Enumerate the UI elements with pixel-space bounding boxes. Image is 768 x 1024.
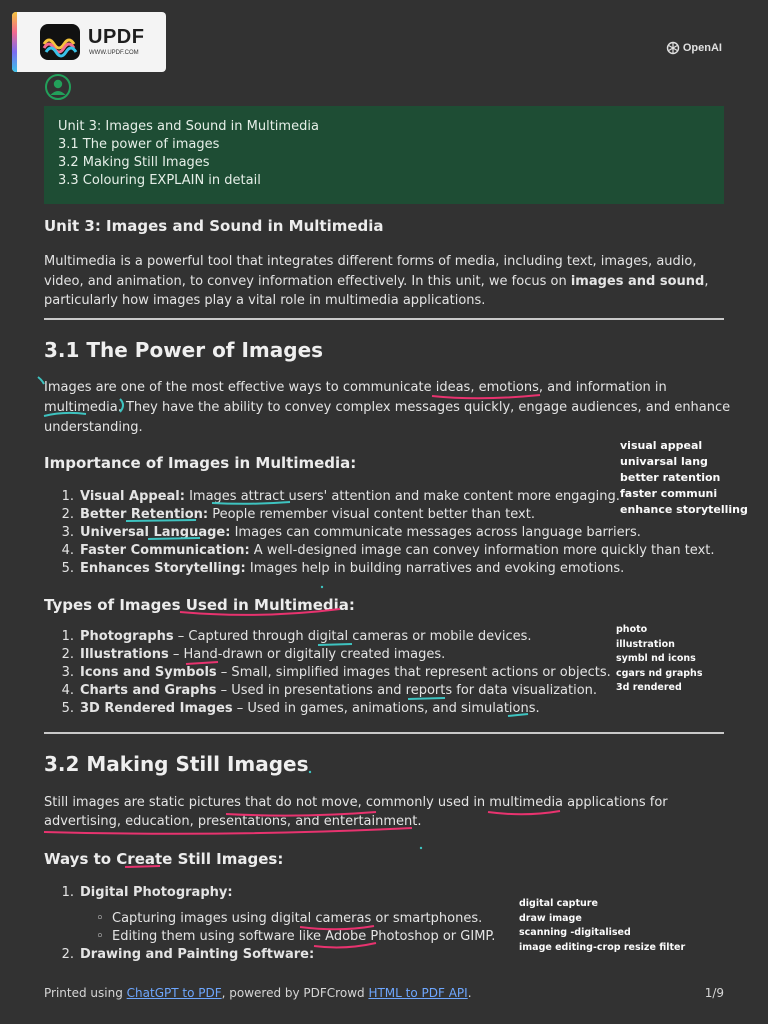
page-number: 1/9 (704, 986, 724, 1000)
prompt-line: 3.2 Making Still Images (58, 155, 210, 170)
ink-dot (420, 847, 422, 849)
list-item: 4. Charts and Graphs – Used in presentations and reports for data visualization. (61, 683, 598, 698)
list-item: 2. Drawing and Painting Software: (61, 947, 315, 962)
html-to-pdf-api-link[interactable]: HTML to PDF API (368, 986, 468, 1000)
ink-underline (408, 698, 445, 699)
user-avatar-icon (44, 73, 72, 101)
margin-notes-importance: visual appeal univarsal lang better ratention faster communi enhance storytelling (620, 439, 748, 516)
paragraph-line: understanding. (44, 420, 143, 435)
prompt-line: Unit 3: Images and Sound in Multimedia (58, 119, 319, 134)
section-divider (44, 318, 724, 320)
ink-underline (488, 811, 560, 814)
ink-dot (309, 771, 311, 773)
list-item: 3. Universal Language: Images can communicate messages across language barriers. (61, 525, 641, 540)
ink-underline (318, 644, 352, 645)
footer: Printed using ChatGPT to PDF, powered by PDFCrowd HTML to PDF API. (44, 986, 472, 1000)
section-divider (44, 732, 724, 734)
prompt-line: 3.1 The power of images (58, 137, 220, 152)
ways-heading: Ways to Create Still Images: (44, 850, 284, 868)
user-prompt-box (44, 106, 724, 204)
intro-line: video, and animation, to convey information effectively. In this unit, we focus on images and sound, (44, 274, 709, 289)
ink-dot (321, 586, 323, 588)
bullet-item: ◦ Capturing images using digital cameras or smartphones. (96, 911, 483, 926)
updf-logo-icon (40, 24, 80, 60)
bullet-item: ◦ Editing them using software like Adobe Photoshop or GIMP. (96, 929, 496, 944)
list-item: 1. Photographs – Captured through digital cameras or mobile devices. (61, 629, 532, 644)
paragraph-line: advertising, education, presentations, and entertainment. (44, 814, 422, 829)
section-title-3-2: 3.2 Making Still Images (44, 752, 309, 776)
ink-underline (432, 395, 540, 398)
updf-color-stripe (12, 12, 17, 72)
ink-underline (186, 662, 218, 664)
list-item: 1. Visual Appeal: Images attract users' attention and make content more engaging. (61, 489, 620, 504)
list-item: 2. Illustrations – Hand-drawn or digitally created images. (61, 647, 446, 662)
openai-label: OpenAI (682, 42, 722, 54)
paragraph-line: multimedia. They have the ability to convey complex messages quickly, engage audiences, and enhance (44, 400, 731, 415)
unit-title: Unit 3: Images and Sound in Multimedia (44, 217, 384, 235)
intro-bold: images and sound (570, 274, 705, 289)
updf-url: WWW.UPDF.COM (89, 50, 139, 56)
openai-logo (666, 41, 722, 55)
list-item: 3. Icons and Symbols – Small, simplified images that represent actions or objects. (61, 665, 611, 680)
intro-line: Multimedia is a powerful tool that integrates different forms of media, including text, images, audio, (44, 254, 697, 269)
prompt-line: 3.3 Colouring EXPLAIN in detail (58, 173, 261, 188)
section-title-3-1: 3.1 The Power of Images (44, 338, 324, 362)
intro-line: particularly how images play a vital role in multimedia applications. (44, 293, 486, 308)
list-item: 4. Faster Communication: A well-designed image can convey information more quickly than text. (61, 543, 715, 558)
types-heading: Types of Images Used in Multimedia: (44, 596, 355, 614)
updf-brand: UPDF (88, 26, 145, 48)
list-item: 2. Better Retention: People remember visual content better than text. (61, 507, 535, 522)
importance-heading: Importance of Images in Multimedia: (44, 454, 357, 472)
list-item: 5. Enhances Storytelling: Images help in building narratives and evoking emotions. (61, 561, 625, 576)
openai-icon (666, 41, 680, 55)
margin-notes-types: photo illustration symbl nd icons cgars nd graphs 3d rendered (616, 624, 703, 693)
list-item: 5. 3D Rendered Images – Used in games, animations, and simulations. (61, 701, 540, 716)
chatgpt-to-pdf-link[interactable]: ChatGPT to PDF (126, 986, 222, 1000)
paragraph-line: Images are one of the most effective ways to communicate ideas, emotions, and information in (44, 380, 667, 395)
list-item: 1. Digital Photography: (61, 885, 233, 900)
margin-notes-ways: digital capture draw image scanning -digitalised image editing-crop resize filter (519, 898, 686, 953)
paragraph-line: Still images are static pictures that do not move, commonly used in multimedia applications for (44, 795, 668, 810)
updf-watermark (12, 12, 166, 72)
